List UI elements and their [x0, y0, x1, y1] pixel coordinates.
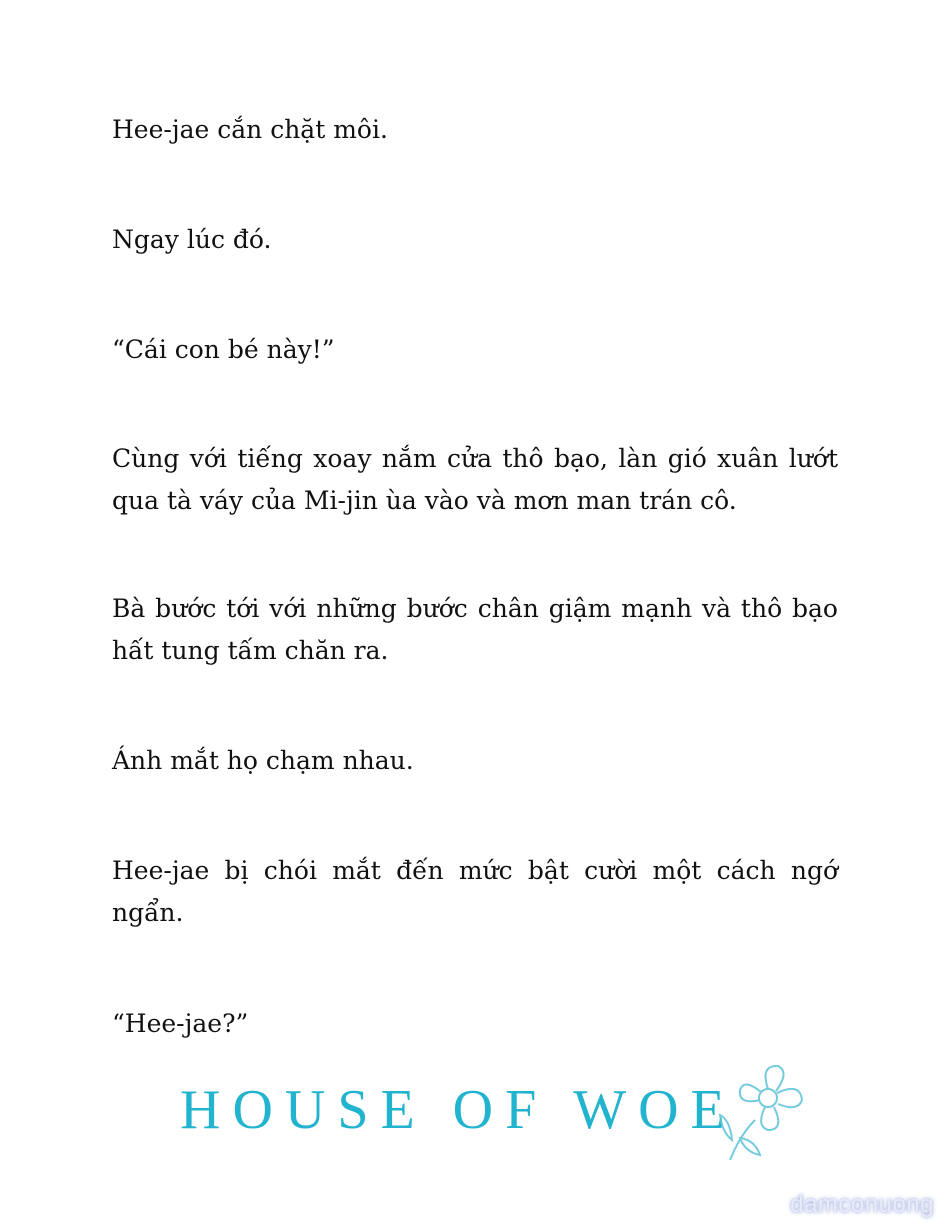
- site-watermark: damconuong: [790, 1191, 934, 1218]
- paragraph: Cùng với tiếng xoay nắm cửa thô bạo, làn gió xuân lướt qua tà váy của Mi-jin ùa vào và mơn man trán cô.: [112, 444, 838, 515]
- paragraph: Hee-jae cắn chặt môi.: [112, 115, 388, 144]
- paragraph: Bà bước tới với những bước chân giậm mạnh và thô bạo hất tung tấm chăn ra.: [112, 594, 838, 665]
- flower-icon: [700, 1060, 810, 1170]
- paragraph: Hee-jae bị chói mắt đến mức bật cười một cách ngớ ngẩn.: [112, 856, 838, 927]
- paragraph: Ánh mắt họ chạm nhau.: [112, 746, 414, 775]
- paragraph: Ngay lúc đó.: [112, 225, 272, 254]
- paragraph: “Cái con bé này!”: [112, 335, 335, 364]
- paragraph: “Hee-jae?”: [112, 1009, 249, 1038]
- house-of-woe-watermark: HOUSE OF WOE: [180, 1079, 737, 1141]
